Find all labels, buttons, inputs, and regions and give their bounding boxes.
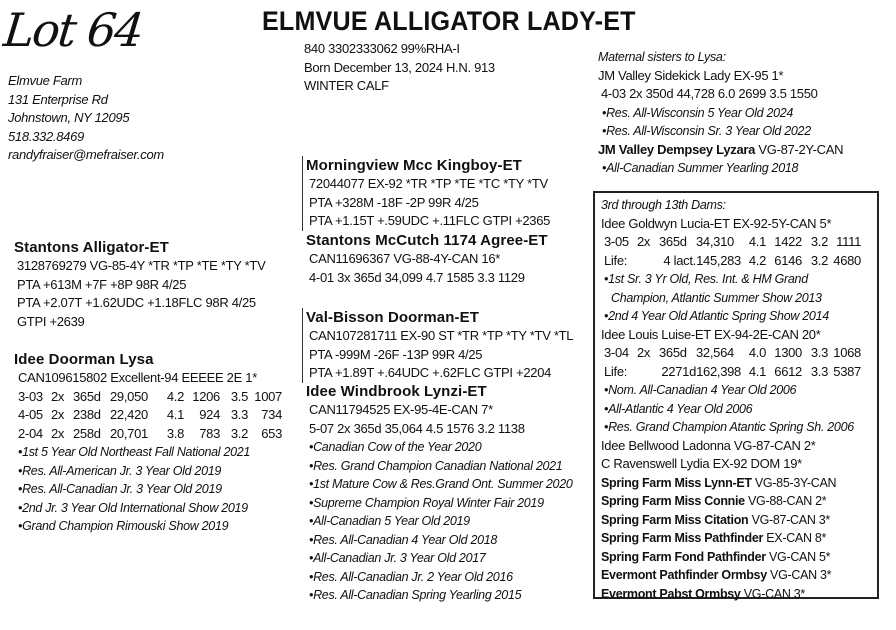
ancestor-dam-classification: VG-85-3Y-CAN <box>751 475 837 490</box>
dams-box <box>601 196 861 603</box>
ancestor-dam-name: Spring Farm Miss Citation <box>601 512 749 527</box>
dam-sire-line1: CAN107281711 EX-90 ST *TR *TP *TY *TV *TL <box>309 328 574 343</box>
dam-award: •Res. All-American Jr. 3 Year Old 2019 <box>18 463 222 478</box>
record-cell: 365d <box>659 345 687 360</box>
record-cell: 4.1 <box>748 363 766 379</box>
sire-line4: GTPI +2639 <box>17 313 85 329</box>
ancestor-dam <box>601 566 861 585</box>
dam-dam-award: •All-Canadian 5 Year Old 2019 <box>309 514 470 528</box>
record-cell: 653 <box>261 425 282 441</box>
breeder-contact <box>8 72 164 165</box>
sire-name: Stantons Alligator-ET <box>14 239 169 256</box>
dam-name: Idee Doorman Lysa <box>14 351 154 368</box>
ancestor-dam-classification: EX-CAN 8* <box>763 531 827 545</box>
dam-dam-block <box>306 382 573 605</box>
record-cell: 238d <box>73 407 101 422</box>
animal-id: 840 3302333062 99%RHA-I <box>304 41 460 56</box>
ancestor-dam-classification: VG-88-CAN 2* <box>744 494 827 508</box>
life-row <box>604 363 861 382</box>
sister2-classification: VG-87-2Y-CAN <box>755 141 844 157</box>
record-cell: 4.2 <box>166 388 184 404</box>
record-row <box>18 406 282 425</box>
record-cell: 4.1 <box>748 234 766 249</box>
dam-award: •2nd Jr. 3 Year Old International Show 2019 <box>18 500 248 515</box>
dam3-award: •1st Sr. 3 Yr Old, Res. Int. & HM Grand <box>604 272 808 286</box>
dam-sire-line2: PTA -999M -26F -13P 99R 4/25 <box>309 346 483 362</box>
dam-dam-award: •Res. All-Canadian 4 Year Old 2018 <box>309 532 498 547</box>
sister1-award: •Res. All-Wisconsin Sr. 3 Year Old 2022 <box>602 124 811 138</box>
dams-box-heading: 3rd through 13th Dams: <box>601 198 726 212</box>
ancestor-dam-name: Evermont Pabst Ormbsy <box>601 586 741 601</box>
page-title: ELMVUE ALLIGATOR LADY-ET <box>262 6 636 36</box>
farm-phone: 518.332.8469 <box>8 128 84 144</box>
animal-info <box>304 40 495 96</box>
record-cell: 783 <box>199 425 220 441</box>
record-cell: 162,398 <box>696 363 741 379</box>
ancestor-dam <box>601 492 861 511</box>
sire-sire-line2: PTA +328M -18F -2P 99R 4/25 <box>309 194 479 210</box>
dam4-award: •All-Atlantic 4 Year Old 2006 <box>604 401 753 416</box>
record-cell: 734 <box>261 407 282 422</box>
dam-sire-name: Val-Bisson Doorman-ET <box>306 309 479 326</box>
record-cell: 1422 <box>774 234 802 249</box>
dam-award: •Res. All-Canadian Jr. 3 Year Old 2019 <box>18 482 222 496</box>
dam4-records <box>604 344 861 381</box>
record-cell: 1206 <box>192 388 220 404</box>
dam-dam-line1: CAN11794525 EX-95-4E-CAN 7* <box>309 402 493 417</box>
record-cell: 3.5 <box>230 388 248 404</box>
dam5-name: Idee Bellwood Ladonna VG-87-CAN 2* <box>601 437 816 453</box>
record-cell: 4-05 <box>18 407 43 422</box>
record-row <box>18 388 282 407</box>
record-cell: 2x <box>637 345 651 360</box>
record-cell: 34,310 <box>696 234 734 249</box>
dam6-name: C Ravenswell Lydia EX-92 DOM 19* <box>601 456 802 471</box>
sire-line2: PTA +613M +7F +8P 98R 4/25 <box>17 276 187 292</box>
life-row <box>604 252 861 271</box>
dam4-name: Idee Louis Luise-ET EX-94-2E-CAN 20* <box>601 326 821 342</box>
dam3-records <box>604 233 861 270</box>
record-cell: 20,701 <box>110 425 148 441</box>
record-cell: 4.0 <box>748 345 766 360</box>
record-cell: 4 lact. <box>663 252 696 268</box>
dam-sire-line3: PTA +1.89T +.64UDC +.62FLC GTPI +2204 <box>309 365 552 380</box>
sire-dam-name: Stantons McCutch 1174 Agree-ET <box>306 232 548 249</box>
animal-birth: Born December 13, 2024 H.N. 913 <box>304 59 495 75</box>
dam-award: •1st 5 Year Old Northeast Fall National 2021 <box>18 445 251 459</box>
ancestor-dam-classification: VG-CAN 3* <box>740 586 805 601</box>
record-cell: 5387 <box>833 363 861 379</box>
record-cell: 6146 <box>774 252 802 268</box>
dam-dam-award: •Res. All-Canadian Spring Yearling 2015 <box>309 588 522 602</box>
record-cell: 1007 <box>254 388 282 404</box>
ancestor-dam <box>601 474 861 493</box>
sister1-name: JM Valley Sidekick Lady EX-95 1* <box>598 67 784 83</box>
farm-city: Johnstown, NY 12095 <box>8 110 130 125</box>
sire-sire-name: Morningview Mcc Kingboy-ET <box>306 157 522 174</box>
sire-block <box>14 238 265 331</box>
sisters-heading: Maternal sisters to Lysa: <box>598 50 726 64</box>
ancestor-dam-name: Spring Farm Miss Pathfinder <box>601 531 764 545</box>
ancestor-dam-classification: VG-CAN 3* <box>766 568 832 582</box>
animal-class: WINTER CALF <box>304 78 389 93</box>
ancestor-dam <box>601 548 861 567</box>
record-cell: 3-03 <box>18 388 43 404</box>
sister2-line <box>598 141 843 160</box>
record-cell: 145,283 <box>696 252 741 268</box>
record-cell: Life: <box>604 252 628 268</box>
record-cell: 365d <box>73 388 101 404</box>
ancestor-dam-name: Spring Farm Miss Connie <box>601 494 745 508</box>
sister1-record: 4-03 2x 350d 44,728 6.0 2699 3.5 1550 <box>601 86 818 101</box>
sire-line1: 3128769279 VG-85-4Y *TR *TP *TE *TY *TV <box>17 258 266 273</box>
dam-dam-award: •Supreme Champion Royal Winter Fair 2019 <box>309 495 544 510</box>
record-cell: 4.2 <box>748 252 766 268</box>
dam-dam-award: •Res. Grand Champion Canadian National 2021 <box>309 458 563 473</box>
ancestor-dam <box>601 529 861 548</box>
maternal-sisters <box>598 48 843 178</box>
dam-line1: CAN109615802 Excellent-94 EEEEE 2E 1* <box>18 370 257 385</box>
record-cell: 1068 <box>833 345 861 360</box>
dam-dam-award: •Res. All-Canadian Jr. 2 Year Old 2016 <box>309 569 513 584</box>
dam3-name: Idee Goldwyn Lucia-ET EX-92-5Y-CAN 5* <box>601 215 832 231</box>
record-cell: 6612 <box>774 363 802 379</box>
ancestor-dam-classification: VG-CAN 5* <box>765 549 831 564</box>
ancestor-dam-name: Evermont Pathfinder Ormbsy <box>601 568 767 582</box>
sire-sire-line3: PTA +1.15T +.59UDC +.11FLC GTPI +2365 <box>309 213 551 228</box>
record-row <box>604 344 861 363</box>
record-cell: 4680 <box>833 252 861 268</box>
farm-address: 131 Enterprise Rd <box>8 91 108 107</box>
sister2-award: •All-Canadian Summer Yearling 2018 <box>602 161 799 175</box>
dam4-award: •Nom. All-Canadian 4 Year Old 2006 <box>604 383 797 397</box>
dam4-award: •Res. Grand Champion Atantic Spring Sh. 2006 <box>604 420 854 434</box>
sire-line3: PTA +2.07T +1.62UDC +1.18FLC 98R 4/25 <box>17 295 256 310</box>
dam3-award: Champion, Atlantic Summer Show 2013 <box>611 290 822 305</box>
ancestor-dam-name: Spring Farm Miss Lynn-ET <box>601 475 752 490</box>
sire-sire-line1: 72044077 EX-92 *TR *TP *TE *TC *TY *TV <box>309 176 548 191</box>
record-cell: 3.2 <box>810 234 828 249</box>
record-cell: 3-04 <box>604 345 629 360</box>
sire-dam-block <box>302 231 548 287</box>
ancestor-dam <box>601 585 861 604</box>
record-cell: 2x <box>637 234 651 249</box>
ancestor-dam-name: Spring Farm Fond Pathfinder <box>601 549 766 564</box>
farm-name: Elmvue Farm <box>8 73 82 88</box>
record-cell: 3.3 <box>810 345 828 360</box>
farm-email: randyfraiser@mefraiser.com <box>8 147 164 162</box>
record-cell: 3.8 <box>166 425 184 441</box>
ancestor-dam <box>601 511 861 530</box>
record-cell: 22,420 <box>110 407 148 422</box>
dam-block <box>14 350 282 536</box>
record-cell: 3-05 <box>604 234 629 249</box>
dam-sire-block <box>302 308 573 383</box>
record-cell: 32,564 <box>696 345 734 360</box>
dam-records <box>18 388 282 444</box>
record-cell: 365d <box>659 234 687 249</box>
dam-dam-award: •All-Canadian Jr. 3 Year Old 2017 <box>309 551 486 565</box>
record-cell: 2271d <box>661 363 696 379</box>
record-cell: 924 <box>199 407 220 422</box>
lot-number: Lot 64 <box>1 3 145 57</box>
record-cell: 2-04 <box>18 425 43 441</box>
dam-dam-name: Idee Windbrook Lynzi-ET <box>306 383 487 400</box>
dam-dam-line2: 5-07 2x 365d 35,064 4.5 1576 3.2 1138 <box>309 420 525 436</box>
dam-award: •Grand Champion Rimouski Show 2019 <box>18 519 229 533</box>
sire-sire-block <box>302 156 550 231</box>
record-cell: 3.2 <box>810 252 828 268</box>
record-cell: 4.1 <box>166 407 184 422</box>
sister2-name: JM Valley Dempsey Lyzara <box>598 141 756 157</box>
dam-dam-award: •Canadian Cow of the Year 2020 <box>309 440 482 454</box>
record-cell: 2x <box>51 425 65 441</box>
record-cell: 1300 <box>774 345 802 360</box>
record-cell: 29,050 <box>110 388 148 404</box>
record-row <box>18 425 282 444</box>
record-cell: 2x <box>51 407 65 422</box>
dam-dam-award: •1st Mature Cow & Res.Grand Ont. Summer 2020 <box>309 477 573 491</box>
sire-dam-line2: 4-01 3x 365d 34,099 4.7 1585 3.3 1129 <box>309 269 525 285</box>
dam3-award: •2nd 4 Year Old Atlantic Spring Show 2014 <box>604 309 829 323</box>
record-cell: 2x <box>51 388 65 404</box>
record-cell: 3.3 <box>810 363 828 379</box>
record-cell: Life: <box>604 363 628 379</box>
record-cell: 3.2 <box>230 425 248 441</box>
record-row <box>604 233 861 252</box>
ancestor-dam-classification: VG-87-CAN 3* <box>748 512 830 527</box>
sire-dam-line1: CAN11696367 VG-88-4Y-CAN 16* <box>309 251 501 266</box>
record-cell: 1111 <box>836 234 861 249</box>
sister1-award: •Res. All-Wisconsin 5 Year Old 2024 <box>602 105 794 120</box>
record-cell: 258d <box>73 425 101 441</box>
record-cell: 3.3 <box>230 407 248 422</box>
